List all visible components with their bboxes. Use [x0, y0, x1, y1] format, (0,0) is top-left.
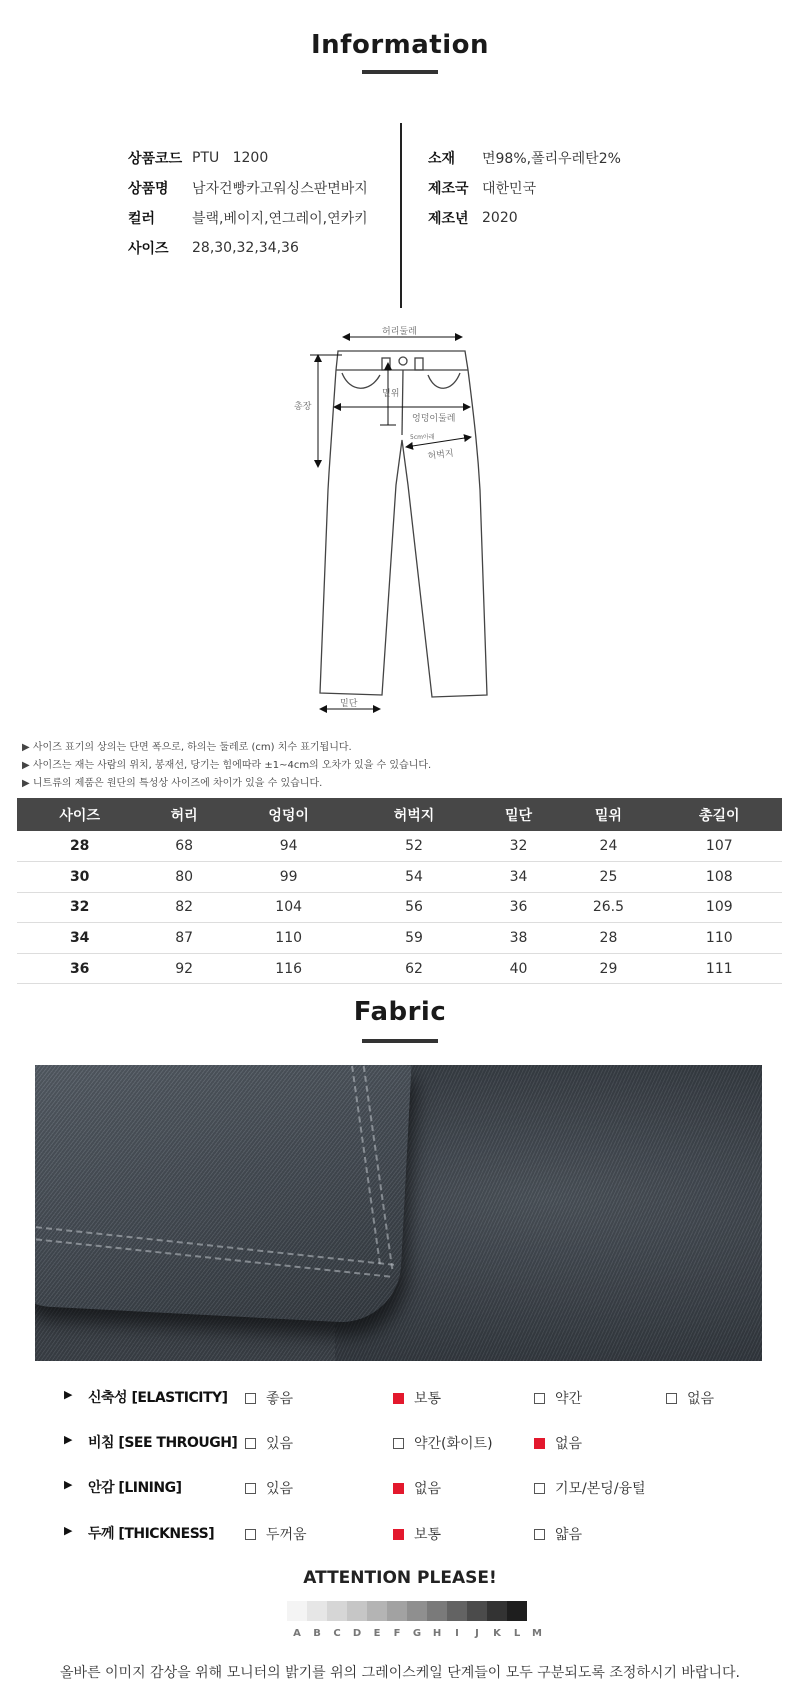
option-none [666, 1388, 714, 1408]
info-label: 사이즈 [128, 241, 169, 257]
option-good [245, 1388, 293, 1408]
table-cell: 59 [351, 923, 476, 954]
info-value: 28,30,32,34,36 [192, 240, 299, 256]
checkbox-icon [245, 1393, 256, 1404]
table-cell: 110 [226, 923, 351, 954]
info-label: 상품코드 [128, 151, 183, 167]
checkbox-icon [245, 1529, 256, 1540]
grayscale-letter: H [432, 1628, 442, 1639]
column-header: 총길이 [657, 798, 782, 831]
info-label: 상품명 [128, 181, 169, 197]
table-row [17, 892, 782, 923]
fabric-title-underline [362, 1039, 438, 1043]
column-header: 사이즈 [17, 798, 142, 831]
fabric-title: Fabric [353, 997, 447, 1027]
grayscale-letter: I [455, 1628, 459, 1639]
column-header: 밑단 [477, 798, 561, 831]
table-cell: 62 [351, 953, 476, 984]
table-cell: 107 [657, 831, 782, 862]
option-none [534, 1433, 582, 1453]
grayscale-swatch [307, 1601, 327, 1621]
info-value: 2020 [482, 210, 518, 226]
option-label: 약간 [555, 1391, 583, 1407]
checkbox-checked-icon [534, 1438, 545, 1449]
table-cell: 94 [226, 831, 351, 862]
info-label: 컬러 [128, 211, 156, 227]
grayscale-bar [287, 1601, 527, 1621]
table-cell: 110 [657, 923, 782, 954]
table-cell: 26.5 [560, 892, 656, 923]
grayscale-swatch [327, 1601, 347, 1621]
option-slight-white [393, 1433, 493, 1453]
fabric-photo [35, 1065, 762, 1361]
column-header: 허벅지 [351, 798, 476, 831]
property-label: 비침 [SEE THROUGH] [88, 1435, 238, 1451]
grayscale-letter: J [475, 1628, 479, 1639]
info-row-size [128, 233, 368, 263]
option-yes [245, 1478, 293, 1498]
play-triangle-icon: ▶ [64, 1524, 73, 1537]
table-cell: 82 [142, 892, 226, 923]
property-see-through [0, 1430, 800, 1454]
info-row-country [428, 173, 621, 203]
grayscale-letter: F [393, 1628, 401, 1639]
table-cell: 54 [351, 862, 476, 893]
table-cell: 38 [477, 923, 561, 954]
diagram-label-thigh: 허벅지 [427, 448, 455, 462]
option-label: 있음 [266, 1481, 294, 1497]
table-cell: 25 [560, 862, 656, 893]
option-slight [534, 1388, 582, 1408]
grayscale-letter: L [513, 1628, 521, 1639]
option-yes [245, 1433, 293, 1453]
grayscale-swatch [287, 1601, 307, 1621]
table-cell: 32 [17, 892, 142, 923]
grayscale-letter: E [373, 1628, 381, 1639]
size-note: ▶ 니트류의 제품은 원단의 특성상 사이즈에 차이가 있을 수 있습니다. [22, 778, 323, 789]
property-thickness [0, 1521, 800, 1545]
info-value: 블랙,베이지,연그레이,연카키 [192, 211, 368, 227]
information-title: Information [310, 30, 490, 60]
grayscale-swatch [367, 1601, 387, 1621]
table-cell: 109 [657, 892, 782, 923]
diagram-label-rise: 밑위 [382, 389, 400, 399]
property-label: 두께 [THICKNESS] [88, 1526, 215, 1542]
table-cell: 30 [17, 862, 142, 893]
table-row [17, 953, 782, 984]
option-label: 없음 [687, 1391, 715, 1407]
option-label: 없음 [555, 1436, 583, 1452]
grayscale-swatch [467, 1601, 487, 1621]
fabric-pocket-flap [35, 1065, 412, 1325]
grayscale-letter: K [493, 1628, 501, 1639]
grayscale-swatch [407, 1601, 427, 1621]
option-label: 약간(화이트) [414, 1436, 493, 1452]
column-header: 허리 [142, 798, 226, 831]
grayscale-letter: B [313, 1628, 321, 1639]
monitor-brightness-note: 올바른 이미지 감상을 위해 모니터의 밝기를 위의 그레이스케일 단계들이 모두 구분되도록 조정하시기 바랍니다. [60, 1665, 740, 1681]
pants-outline [320, 351, 487, 697]
table-cell: 32 [477, 831, 561, 862]
table-cell: 104 [226, 892, 351, 923]
grayscale-letter: D [352, 1628, 362, 1639]
diagram-label-total-length: 총장 [294, 402, 312, 412]
grayscale-swatch [387, 1601, 407, 1621]
info-row-material [428, 143, 621, 173]
option-normal [393, 1524, 441, 1544]
table-cell: 29 [560, 953, 656, 984]
diagram-label-waist: 허리둘레 [382, 327, 417, 337]
option-label: 보통 [414, 1391, 442, 1407]
grayscale-letters [287, 1628, 547, 1639]
table-cell: 56 [351, 892, 476, 923]
size-notes [22, 739, 431, 793]
info-value: 남자건빵카고워싱스판면바지 [192, 181, 368, 197]
table-cell: 116 [226, 953, 351, 984]
option-label: 좋음 [266, 1391, 294, 1407]
property-label: 안감 [LINING] [88, 1480, 182, 1496]
checkbox-icon [393, 1438, 404, 1449]
option-none [393, 1478, 441, 1498]
information-title-underline [362, 70, 438, 74]
size-table [17, 798, 782, 984]
grayscale-swatch [447, 1601, 467, 1621]
info-value: 대한민국 [482, 181, 537, 197]
diagram-label-hip: 엉덩이둘레 [412, 414, 456, 424]
table-cell: 36 [477, 892, 561, 923]
info-value: 면98%,폴리우레탄2% [482, 151, 621, 167]
table-cell: 87 [142, 923, 226, 954]
property-elasticity [0, 1385, 800, 1409]
info-row-product-name [128, 173, 368, 203]
info-row-color [128, 203, 368, 233]
column-header: 엉덩이 [226, 798, 351, 831]
info-label: 소재 [428, 151, 456, 167]
table-cell: 80 [142, 862, 226, 893]
play-triangle-icon: ▶ [64, 1433, 73, 1446]
option-label: 있음 [266, 1436, 294, 1452]
table-cell: 40 [477, 953, 561, 984]
option-normal [393, 1388, 441, 1408]
info-row-product-code [128, 143, 368, 173]
table-row [17, 862, 782, 893]
column-header: 밑위 [560, 798, 656, 831]
table-cell: 108 [657, 862, 782, 893]
info-divider [400, 123, 402, 308]
option-brushed-bonded [534, 1478, 646, 1498]
checkbox-icon [245, 1438, 256, 1449]
info-label: 제조국 [428, 181, 469, 197]
table-cell: 24 [560, 831, 656, 862]
table-cell: 68 [142, 831, 226, 862]
grayscale-swatch [427, 1601, 447, 1621]
table-cell: 52 [351, 831, 476, 862]
size-table-header [17, 798, 782, 831]
option-label: 두꺼움 [266, 1527, 307, 1543]
diagram-label-hem: 밑단 [340, 699, 358, 709]
info-value: PTU 1200 [192, 150, 269, 166]
grayscale-letter: M [532, 1628, 542, 1639]
option-label: 얇음 [555, 1527, 583, 1543]
info-row-year [428, 203, 621, 233]
grayscale-letter: G [412, 1628, 422, 1639]
grayscale-swatch [507, 1601, 527, 1621]
info-label: 제조년 [428, 211, 469, 227]
grayscale-letter: C [333, 1628, 341, 1639]
play-triangle-icon: ▶ [64, 1478, 73, 1491]
table-cell: 99 [226, 862, 351, 893]
info-right-column [428, 143, 621, 233]
grayscale-swatch [487, 1601, 507, 1621]
option-label: 기모/본딩/융털 [555, 1481, 646, 1497]
grayscale-swatch [347, 1601, 367, 1621]
table-cell: 28 [560, 923, 656, 954]
checkbox-icon [534, 1393, 545, 1404]
option-label: 보통 [414, 1527, 442, 1543]
checkbox-checked-icon [393, 1483, 404, 1494]
option-thick [245, 1524, 307, 1544]
diagram-label-crotch-offset: 5cm아래 [410, 434, 435, 441]
checkbox-icon [666, 1393, 677, 1404]
table-cell: 28 [17, 831, 142, 862]
attention-title: ATTENTION PLEASE! [303, 1568, 497, 1588]
table-cell: 36 [17, 953, 142, 984]
play-triangle-icon: ▶ [64, 1388, 73, 1401]
table-cell: 92 [142, 953, 226, 984]
grayscale-letter: A [293, 1628, 301, 1639]
property-label: 신축성 [ELASTICITY] [88, 1390, 228, 1406]
table-cell: 111 [657, 953, 782, 984]
checkbox-checked-icon [393, 1393, 404, 1404]
option-thin [534, 1524, 582, 1544]
size-note: ▶ 사이즈는 재는 사람의 위치, 봉재선, 당기는 힘에따라 ±1~4cm의 오차가 있을 수 있습니다. [22, 760, 432, 771]
checkbox-checked-icon [393, 1529, 404, 1540]
table-row [17, 923, 782, 954]
table-cell: 34 [17, 923, 142, 954]
checkbox-icon [245, 1483, 256, 1494]
checkbox-icon [534, 1529, 545, 1540]
size-note: ▶ 사이즈 표기의 상의는 단면 폭으로, 하의는 둘레로 (cm) 치수 표기됩니다. [22, 742, 352, 753]
table-row [17, 831, 782, 862]
checkbox-icon [534, 1483, 545, 1494]
option-label: 없음 [414, 1481, 442, 1497]
table-cell: 34 [477, 862, 561, 893]
property-lining [0, 1475, 800, 1499]
pants-size-diagram [270, 325, 500, 720]
info-left-column [128, 143, 368, 263]
